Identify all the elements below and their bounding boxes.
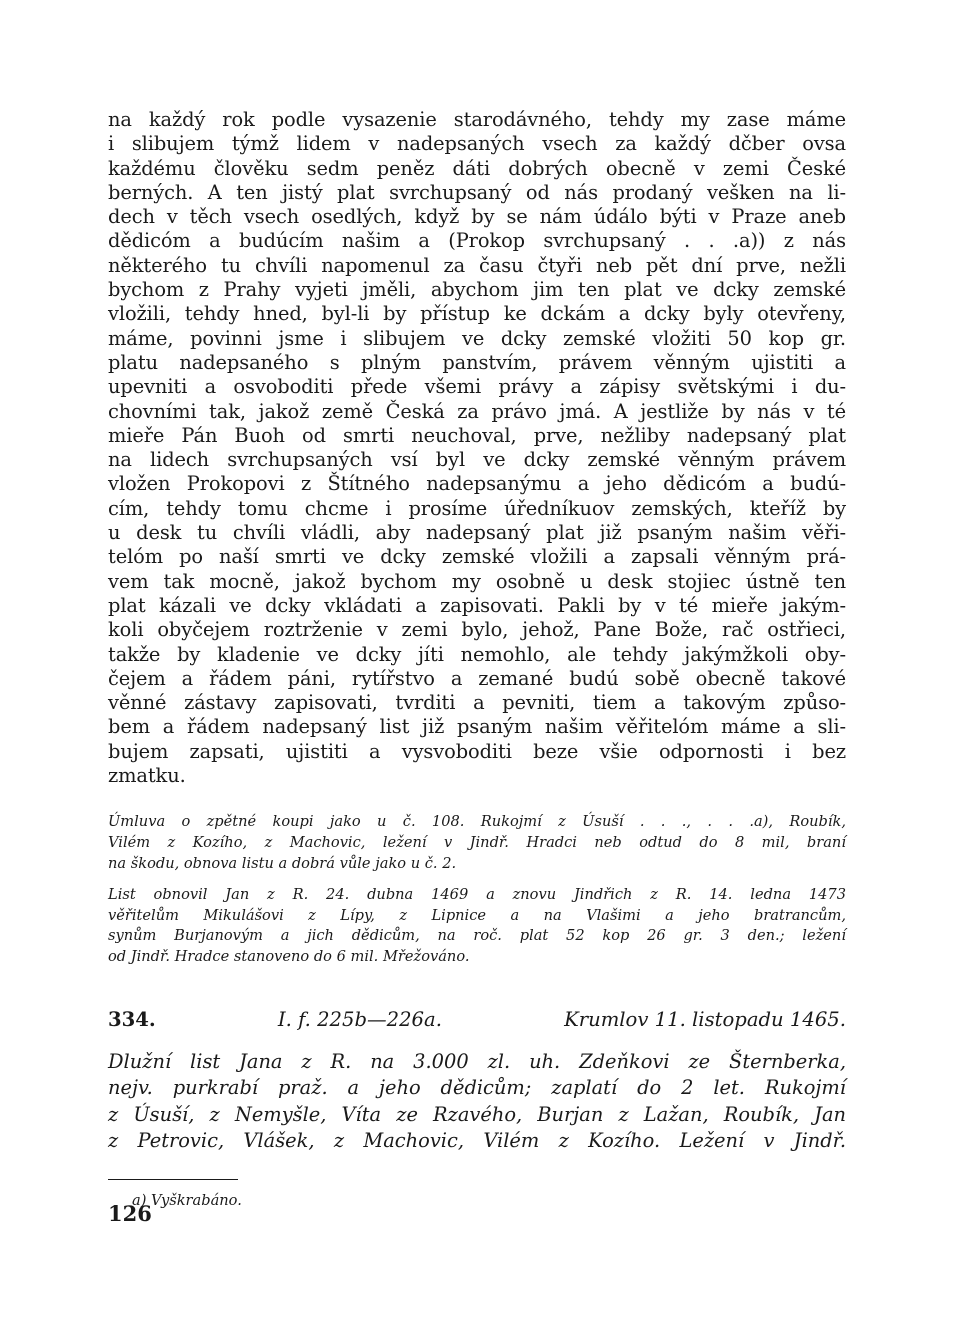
main-text (108, 108, 846, 788)
text-line: telóm po naší smrti ve dcky zemské vložili a zapsali věnným prá- (108, 545, 846, 569)
regest-line: Dlužní list Jana z R. na 3.000 zl. uh. Zdeňkovi ze Šternberka, (108, 1049, 846, 1073)
text-line: bychom z Prahy vyjeti jměli, abychom jim ten plat ve dcky zemské (108, 278, 846, 302)
text-line: vem tak mocně, jakož bychom my osobně u desk stojiec ústně ten (108, 569, 846, 593)
note-line: věřitelům Mikulášovi z Lípy, z Lipnice a na Vlašimi a jeho bratrancům, (108, 906, 846, 924)
text-line: plat kázali ve dcky vkládati a zapisovati. Pakli by v té mieře jakým- (108, 593, 846, 617)
note-line: Vilém z Kozího, z Machovic, ležení v Jindř. Hradci neb odtud do 8 mil, braní (108, 834, 846, 852)
text-line: mieře Pán Buoh od smrti neuchoval, prve, nežliby nadepsaný plat (108, 423, 846, 447)
entry-reference: I. f. 225b—226a. (277, 1007, 442, 1031)
note-line: od Jindř. Hradce stanoveno do 6 mil. Mřežováno. (108, 948, 470, 966)
text-line: vložen Prokopovi z Štítného nadepsanýmu a jeho dědicóm a budú- (108, 472, 846, 496)
note-line: synům Burjanovým a jich dědicům, na roč. plat 52 kop 26 gr. 3 den.; ležení (108, 927, 846, 945)
text-line: berných. A ten jistý plat svrchupsaný od nás prodaný vešken na li- (108, 180, 846, 204)
page (108, 108, 846, 1209)
entry-number: 334. (108, 1007, 156, 1031)
text-line: chovními tak, jakož země Česká za právo jmá. A jestliže by nás v té (108, 399, 846, 423)
note-line: List obnovil Jan z R. 24. dubna 1469 a znovu Jindřich z R. 14. ledna 1473 (108, 885, 846, 903)
page-number: 126 (108, 1201, 152, 1226)
entry-heading (108, 1008, 846, 1031)
regest (108, 1049, 846, 1155)
note-line: Úmluva o zpětné koupi jako u č. 108. Rukojmí z Úsuší . . ., . . .a), Roubík, (108, 813, 846, 831)
text-line: dědicóm a budúcím našim a (Prokop svrchupsaný . . .a)) z nás (108, 229, 846, 253)
text-line: dech v těch vsech osedlých, když by se nám údálo býti v Praze aneb (108, 205, 846, 229)
text-line: vložili, tehdy hned, byl-li by přístup ke dckám a dcky byly otevřeny, (108, 302, 846, 326)
text-line: na lidech svrchupsaných vsí byl ve dcky zemské věnným právem (108, 448, 846, 472)
entry-place-date: Krumlov 11. listopadu 1465. (564, 1007, 846, 1031)
text-line: takže by kladenie ve dcky jíti nemohlo, ale tehdy jakýmžkoli oby- (108, 642, 846, 666)
text-line: koli obyčejem roztrženie v zemi bylo, jehož, Pane Bože, rač ostřieci, (108, 618, 846, 642)
text-line: upevniti a osvoboditi přede všemi právy a zápisy světskými i du- (108, 375, 846, 399)
text-line: i slibujem týmž lidem v nadepsaných vsech za každý dčber ovsa (108, 132, 846, 156)
footnote-divider (108, 1179, 238, 1180)
regest-line: z Úsuší, z Nemyšle, Víta ze Rzavého, Burjan z Lažan, Roubík, Jan (108, 1102, 846, 1126)
text-line: každému člověku sedm peněz dáti dobrých obecně v zemi České (108, 156, 846, 180)
text-line: zmatku. (108, 764, 186, 788)
text-line: máme, povinni jsme i slibujem ve dcky zemské vložiti 50 kop gr. (108, 326, 846, 350)
text-line: bem a řádem nadepsaný list již psaným našim věřitelóm máme a sli- (108, 715, 846, 739)
text-line: na každý rok podle vysazenie starodávného, tehdy my zase máme (108, 108, 846, 131)
text-line: platu nadepsaného s plným panstvím, právem věnným ujistiti a (108, 350, 846, 374)
regest-line: z Petrovic, Vlášek, z Machovic, Vilém z Kozího. Ležení v Jindř. (108, 1129, 846, 1153)
note-line: na škodu, obnova listu a dobrá vůle jako u č. 2. (108, 854, 457, 872)
text-line: bujem zapsati, ujistiti a vysvoboditi beze všie odpornosti i bez (108, 739, 846, 763)
footnote: a) Vyškrabáno. (132, 1191, 242, 1209)
text-line: čejem a řádem páni, rytířstvo a zemané budú sobě obecně takové (108, 666, 846, 690)
text-line: u desk tu chvíli vládli, aby nadepsaný plat již psaným našim věři- (108, 521, 846, 545)
text-line: některého tu chvíli napomenul za času čtyři neb pět dní prve, nežli (108, 253, 846, 277)
text-line: cím, tehdy tomu chcme i prosíme úředníkuov zemských, kteříž by (108, 496, 846, 520)
note-agreement (108, 812, 846, 874)
regest-line: nejv. purkrabí praž. a jeho dědicům; zaplatí do 2 let. Rukojmí (108, 1076, 846, 1100)
text-line: věnné zástavy zapisovati, tvrditi a pevniti, tiem a takovým způso- (108, 691, 846, 715)
note-renewal (108, 885, 846, 968)
editorial-notes (108, 812, 846, 968)
